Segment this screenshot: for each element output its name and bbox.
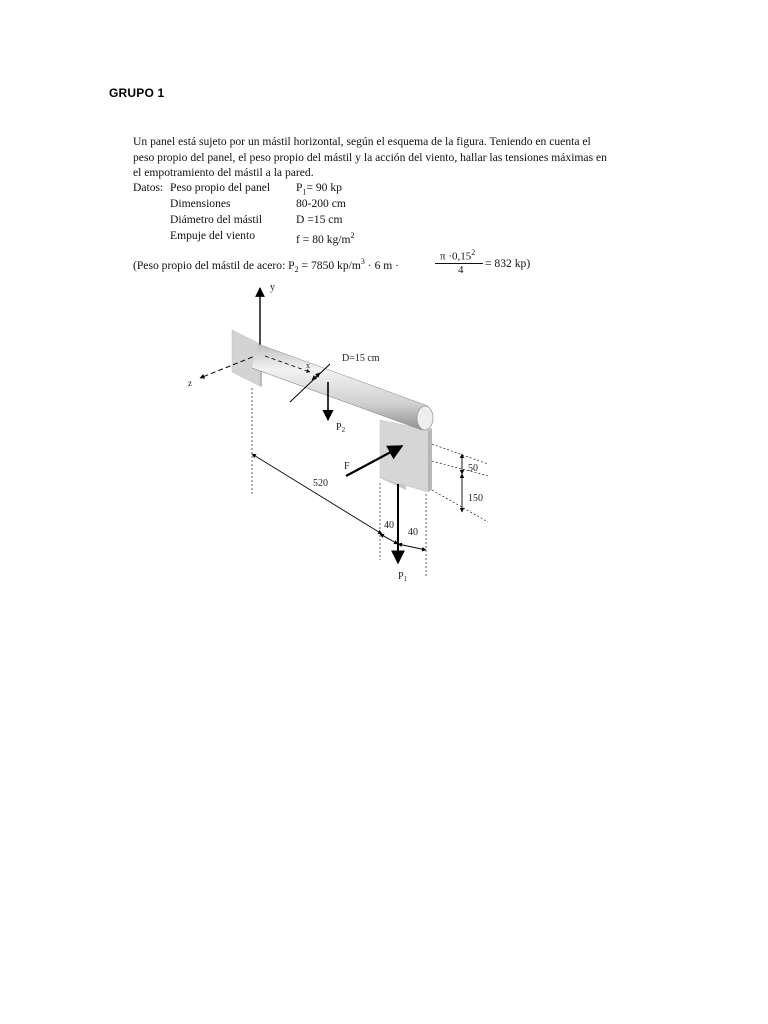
force-p1 [398,484,408,583]
data-lead-label: Datos: [133,181,164,194]
p2-label: $P_2$ [336,422,346,434]
data-value: f = 80 $kg/m^2$ [296,231,355,246]
problem-line: peso propio del panel, el peso propio del mástil y la acción del viento, hallar las tensiones máximas en [133,150,607,164]
panel [380,420,432,492]
mast-diagram [170,278,510,588]
f-label: F [344,461,350,472]
data-label: Dimensiones [170,197,231,210]
p1-label: $P_1$ [398,571,408,583]
y-axis-label: y [270,282,275,293]
dim-40a-label: 40 [384,520,394,531]
dim-150-label: 150 [468,493,483,504]
group-heading: GRUPO 1 [109,86,165,100]
dimension-vertical [462,454,483,512]
reference-lines [252,388,488,578]
dim-50-label: 50 [468,463,478,474]
data-value: D =15 cm [296,213,343,226]
formula-right: = 832 kp) [485,257,531,270]
diameter-label: D=15 cm [342,353,380,364]
problem-statement [133,134,633,181]
formula-denominator: 4 [458,264,464,276]
problem-line: el empotramiento del mástil a la pared. [133,166,314,180]
data-label: Diámetro del mástil [170,213,263,226]
x-axis-label: x [306,361,310,370]
data-label: Empuje del viento [170,229,256,242]
z-axis-label: z [188,378,192,388]
data-value: 80-200 cm [296,197,346,210]
dim-520-label: 520 [313,478,328,489]
problem-line: Un panel está sujeto por un mástil horizontal, según el esquema de la figura. Teniendo en cuenta el [133,135,591,148]
formula-numerator: $\pi \cdot 0,15^2$ [440,248,476,263]
data-label: Peso propio del panel [170,181,271,194]
data-value: $P_1= 90$ kp [296,181,342,197]
mast-weight-formula [133,248,553,278]
formula-left: (Peso propio del mástil de acero: $P_2 = 7850$ $kp/m^3 \cdot 6$ m · [133,257,400,275]
dimension-40 [380,520,426,550]
dim-40b-label: 40 [408,527,418,538]
